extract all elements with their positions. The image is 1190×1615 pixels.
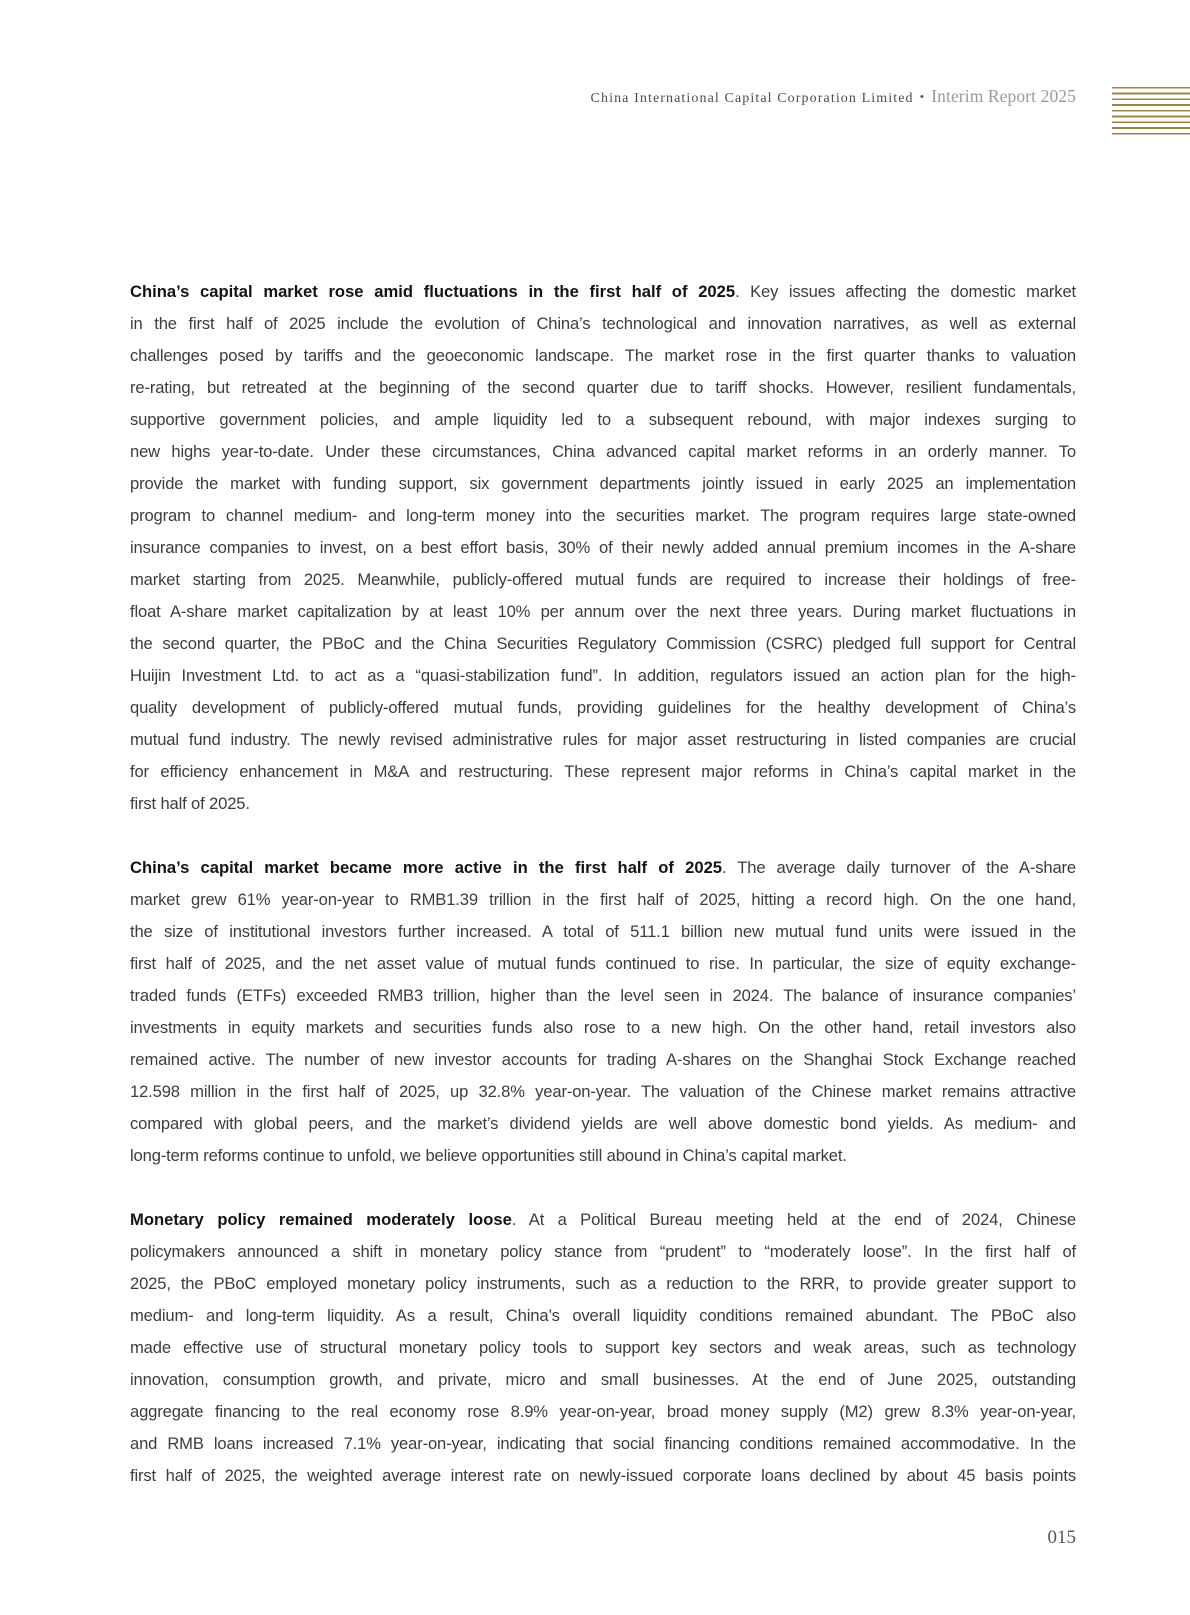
line-text: traded funds (ETFs) exceeded RMB3 trillion, higher than the level seen in 2024. The balance of insurance companies’ bbox=[130, 986, 1076, 1005]
text-line bbox=[130, 532, 1076, 564]
text-line bbox=[130, 1140, 1076, 1172]
body-text bbox=[130, 276, 1076, 1524]
line-text: the second quarter, the PBoC and the China Securities Regulatory Commission (CSRC) pledged full support for Central bbox=[130, 634, 1076, 653]
text-line bbox=[130, 692, 1076, 724]
line-text: and RMB loans increased 7.1% year-on-year, indicating that social financing conditions remained accommodative. In the bbox=[130, 1434, 1076, 1453]
line-text: first half of 2025, the weighted average interest rate on newly-issued corporate loans declined by about 45 basis points bbox=[130, 1466, 1076, 1485]
paragraph-lead-heading: China’s capital market became more active in the first half of 2025 bbox=[130, 858, 723, 877]
text-line bbox=[130, 340, 1076, 372]
line-text: mutual fund industry. The newly revised administrative rules for major asset restructuring in listed companies are crucial bbox=[130, 730, 1076, 749]
text-line bbox=[130, 1076, 1076, 1108]
text-line bbox=[130, 500, 1076, 532]
text-line bbox=[130, 1300, 1076, 1332]
line-text: investments in equity markets and securities funds also rose to a new high. On the other hand, retail investors also bbox=[130, 1018, 1076, 1037]
text-line bbox=[130, 564, 1076, 596]
page-number: 015 bbox=[1047, 1527, 1076, 1548]
report-title: Interim Report 2025 bbox=[931, 86, 1076, 106]
text-line bbox=[130, 596, 1076, 628]
company-name: China International Capital Corporation Limited bbox=[590, 91, 914, 106]
line-text: first half of 2025. bbox=[130, 794, 250, 813]
line-text: first half of 2025, and the net asset value of mutual funds continued to rise. In particular, the size of equity exchange- bbox=[130, 954, 1076, 973]
line-text: medium- and long-term liquidity. As a result, China’s overall liquidity conditions remained abundant. The PBoC also bbox=[130, 1306, 1076, 1325]
line-text: remained active. The number of new investor accounts for trading A-shares on the Shanghai Stock Exchange reached bbox=[130, 1050, 1076, 1069]
text-line bbox=[130, 1108, 1076, 1140]
text-line bbox=[130, 1012, 1076, 1044]
text-line bbox=[130, 628, 1076, 660]
line-text: market grew 61% year-on-year to RMB1.39 trillion in the first half of 2025, hitting a record high. On the one hand, bbox=[130, 890, 1076, 909]
line-text: Huijin Investment Ltd. to act as a “quasi-stabilization fund”. In addition, regulators issued an action plan for the high- bbox=[130, 666, 1076, 685]
line-text: 2025, the PBoC employed monetary policy instruments, such as a reduction to the RRR, to provide greater support to bbox=[130, 1274, 1076, 1293]
line-text: provide the market with funding support, six government departments jointly issued in early 2025 an implementation bbox=[130, 474, 1076, 493]
text-line bbox=[130, 1428, 1076, 1460]
text-line bbox=[130, 1332, 1076, 1364]
text-line bbox=[130, 756, 1076, 788]
line-text: new highs year-to-date. Under these circumstances, China advanced capital market reforms in an orderly manner. To bbox=[130, 442, 1076, 461]
text-line bbox=[130, 1204, 1076, 1236]
header-separator-bullet: • bbox=[919, 89, 925, 104]
paragraph bbox=[130, 1204, 1076, 1492]
paragraph-lead-heading: China’s capital market rose amid fluctuations in the first half of 2025 bbox=[130, 282, 736, 301]
line-text: program to channel medium- and long-term money into the securities market. The program requires large state-owned bbox=[130, 506, 1076, 525]
text-line bbox=[130, 788, 1076, 820]
line-text: the size of institutional investors further increased. A total of 511.1 billion new mutual fund units were issued in the bbox=[130, 922, 1076, 941]
paragraph-lead-heading: Monetary policy remained moderately loose bbox=[130, 1210, 512, 1229]
text-line bbox=[130, 852, 1076, 884]
line-text: for efficiency enhancement in M&A and restructuring. These represent major reforms in China’s capital market in the bbox=[130, 762, 1076, 781]
text-line bbox=[130, 276, 1076, 308]
paragraph bbox=[130, 276, 1076, 820]
line-text: long-term reforms continue to unfold, we believe opportunities still abound in China’s capital market. bbox=[130, 1146, 847, 1165]
line-text: insurance companies to invest, on a best effort basis, 30% of their newly added annual premium incomes in the A-share bbox=[130, 538, 1076, 557]
text-line bbox=[130, 980, 1076, 1012]
paragraph bbox=[130, 852, 1076, 1172]
line-text: market starting from 2025. Meanwhile, publicly-offered mutual funds are required to increase their holdings of free- bbox=[130, 570, 1076, 589]
text-line bbox=[130, 724, 1076, 756]
text-line bbox=[130, 372, 1076, 404]
text-line bbox=[130, 1396, 1076, 1428]
line-text: . At a Political Bureau meeting held at the end of 2024, Chinese bbox=[511, 1210, 1076, 1229]
text-line bbox=[130, 308, 1076, 340]
text-line bbox=[130, 948, 1076, 980]
line-text: in the first half of 2025 include the evolution of China’s technological and innovation narratives, as well as external bbox=[130, 314, 1076, 333]
line-text: . Key issues affecting the domestic market bbox=[735, 282, 1076, 301]
running-header bbox=[591, 84, 1076, 111]
line-text: supportive government policies, and ample liquidity led to a subsequent rebound, with major indexes surging to bbox=[130, 410, 1076, 429]
text-line bbox=[130, 1460, 1076, 1492]
line-text: policymakers announced a shift in monetary policy stance from “prudent” to “moderately loose”. In the first half of bbox=[130, 1242, 1076, 1261]
text-line bbox=[130, 916, 1076, 948]
line-text: challenges posed by tariffs and the geoeconomic landscape. The market rose in the first quarter thanks to valuation bbox=[130, 346, 1076, 365]
line-text: . The average daily turnover of the A-share bbox=[722, 858, 1076, 877]
text-line bbox=[130, 1364, 1076, 1396]
line-text: innovation, consumption growth, and private, micro and small businesses. At the end of June 2025, outstanding bbox=[130, 1370, 1076, 1389]
line-text: aggregate financing to the real economy rose 8.9% year-on-year, broad money supply (M2) grew 8.3% year-on-year, bbox=[130, 1402, 1076, 1421]
line-text: 12.598 million in the first half of 2025, up 32.8% year-on-year. The valuation of the Chinese market remains attractive bbox=[130, 1082, 1076, 1101]
text-line bbox=[130, 436, 1076, 468]
line-text: quality development of publicly-offered mutual funds, providing guidelines for the healthy development of China’s bbox=[130, 698, 1076, 717]
text-line bbox=[130, 1236, 1076, 1268]
line-text: re-rating, but retreated at the beginning of the second quarter due to tariff shocks. However, resilient fundamentals, bbox=[130, 378, 1076, 397]
text-line bbox=[130, 468, 1076, 500]
text-line bbox=[130, 404, 1076, 436]
text-line bbox=[130, 1044, 1076, 1076]
line-text: made effective use of structural monetary policy tools to support key sectors and weak areas, such as technology bbox=[130, 1338, 1076, 1357]
text-line bbox=[130, 1268, 1076, 1300]
text-line bbox=[130, 884, 1076, 916]
gold-stripes-decoration bbox=[1112, 87, 1190, 135]
line-text: compared with global peers, and the market’s dividend yields are well above domestic bond yields. As medium- and bbox=[130, 1114, 1076, 1133]
line-text: float A-share market capitalization by at least 10% per annum over the next three years. During market fluctuations in bbox=[130, 602, 1076, 621]
text-line bbox=[130, 660, 1076, 692]
